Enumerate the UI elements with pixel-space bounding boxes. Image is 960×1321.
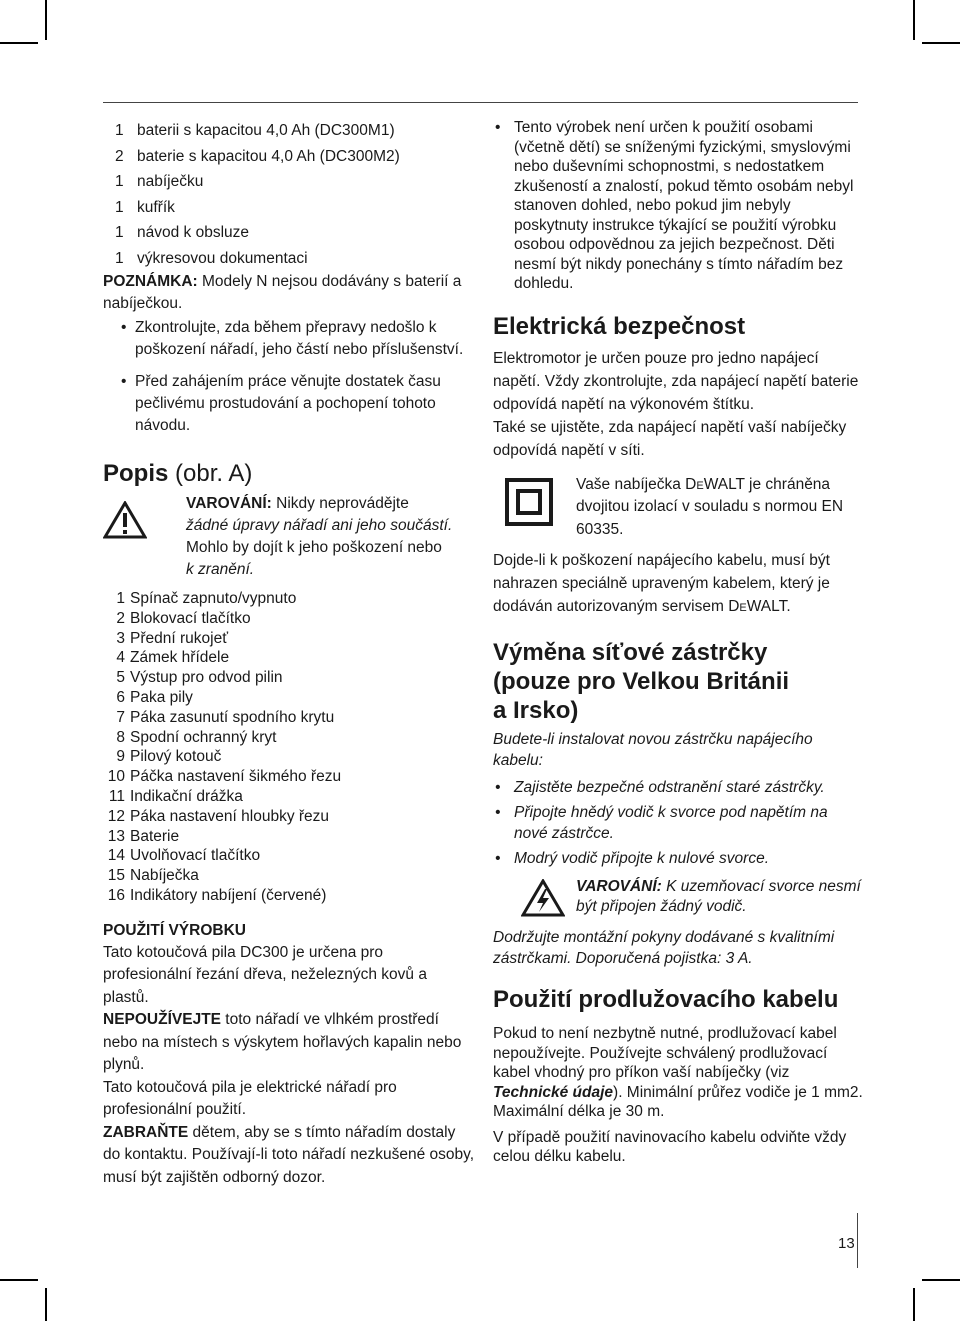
part-number: 6 xyxy=(116,688,125,706)
part-label: Páka nastavení hloubky řezu xyxy=(130,807,330,825)
text: Dojde-li k poškození napájecího kabelu, musí být nahrazen speciálně upraveným kabelem, který je dodáván autorizovaným servisem D xyxy=(493,552,830,615)
kit-qty: 1 xyxy=(115,249,124,267)
part-label: Výstup pro odvod pilin xyxy=(130,669,283,687)
part-number: 12 xyxy=(107,807,125,825)
use-paragraph-2 xyxy=(103,1009,475,1077)
part-label: Páčka nastavení šikmého řezu xyxy=(130,768,342,786)
bullet-item: • Zajistěte bezpečné odstranění staré zástrčky. xyxy=(483,777,863,798)
warning-text-italic: k zranění. xyxy=(186,561,255,578)
text: dětem, aby se s tímto nářadím dostaly do kontaktu. Používají-li toto nářadí nezkušené osoby, musí být zajištěn odborný dozor. xyxy=(103,1123,475,1186)
use-paragraph-4 xyxy=(103,1122,475,1190)
crop-mark-bottom-right xyxy=(913,1288,915,1321)
part-number: 2 xyxy=(116,609,125,627)
part-label: Nabíječka xyxy=(130,867,199,885)
crop-mark-bottom-left xyxy=(45,1288,47,1321)
heading-prodluzovaci-kabel: Použití prodlužovacího kabelu xyxy=(493,986,839,1013)
part-label: Spínač zapnuto/vypnuto xyxy=(130,590,297,607)
plug-note: Dodržujte montážní pokyny dodávané s kvalitními zástrčkami. Doporučená pojistka: 3 A. xyxy=(493,929,835,967)
part-number: 16 xyxy=(107,886,125,904)
part-number: 9 xyxy=(116,748,125,766)
kit-item xyxy=(115,220,475,246)
part-number: 15 xyxy=(107,867,125,885)
heading-elektricka-bezpecnost: Elektrická bezpečnost xyxy=(493,312,746,340)
part-number: 4 xyxy=(116,649,125,667)
emphasis: NEPOUŽÍVEJTE xyxy=(103,1011,221,1029)
brand-letter: e xyxy=(696,475,704,493)
part-item xyxy=(103,629,475,649)
bullet-item: • Připojte hnědý vodič k svorce pod napětím na nové zástrčce. xyxy=(483,802,863,844)
kit-text: výkresovou dokumentaci xyxy=(137,249,308,267)
right-column xyxy=(493,118,863,1167)
warning-block xyxy=(103,493,475,581)
crop-mark-bottom-right-h xyxy=(922,1279,960,1281)
part-item xyxy=(103,787,475,807)
heading-vymena-zastrcky xyxy=(493,638,863,725)
brand-letter: e xyxy=(739,598,747,615)
text: toto nářadí ve vlhkém prostředí nebo na místech s výskytem hořlavých kapalin nebo plynů. xyxy=(103,1011,462,1074)
bullet-item: • Tento výrobek není určen k použití osobami (včetně dětí) se sníženými fyzickými, smyslovými nebo duševními schopnostmi, s nedostatkem zkušeností a znalostí, pokud těmto osobám nebyl stanoven dohled, nebo pokud jim nebyly poskytnuty instrukce týkající se použití výrobku osobou odpovědnou za jejich bezpečnost. Děti nesmí být nikdy ponechány s tímto nářadím bez dohledu. xyxy=(483,118,863,294)
plug-warning-block xyxy=(493,877,863,917)
elec-paragraph: Elektromotor je určen pouze pro jedno napájecí napětí. Vždy zkontrolujte, zda napájecí napětí baterie odpovídá napětí na výkonovém štítku. xyxy=(493,349,859,413)
bullet-item: • Modrý vodič připojte k nulové svorce. xyxy=(483,848,863,869)
kit-qty: 1 xyxy=(115,122,124,139)
note-label: POZNÁMKA: xyxy=(103,273,198,290)
use-paragraph: Tato kotoučová pila DC300 je určena pro profesionální řezání dřeva, neželezných kovů a plastů. xyxy=(103,943,427,1006)
use-section xyxy=(103,942,475,1190)
part-item xyxy=(103,609,475,629)
footer-rule xyxy=(857,1213,858,1268)
double-insulation-icon xyxy=(505,478,553,526)
warning-label: VAROVÁNÍ: xyxy=(576,878,662,895)
note-text: Modely N nejsou dodávány s baterií a nabíječkou. xyxy=(103,273,462,312)
warning-text: Nikdy neprovádějte xyxy=(271,495,409,512)
crop-mark-bottom-left-h xyxy=(0,1279,38,1281)
kit-list xyxy=(115,118,475,271)
bullet-item: • Zkontrolujte, zda během přepravy nedošlo k poškození nářadí, jeho částí nebo příslušenství. xyxy=(113,317,475,361)
kit-qty: 1 xyxy=(115,198,124,216)
text: Pokud to není nezbytně nutné, prodlužovací kabel nepoužívejte. Používejte schválený prodlužovací kabel vhodný pro příkon vaší nabíječky (viz xyxy=(493,1025,837,1081)
text: Vaše nabíječka D xyxy=(576,475,697,493)
crop-mark-top-right xyxy=(913,0,915,40)
part-label: Baterie xyxy=(130,827,180,845)
parts-list xyxy=(103,589,475,906)
part-label: Spodní ochranný kryt xyxy=(130,728,277,746)
double-insulation-block xyxy=(493,474,863,542)
cord-paragraph xyxy=(493,549,863,618)
part-label: Indikátory nabíjení (červené) xyxy=(130,886,327,904)
heading-rest: (obr. A) xyxy=(168,460,253,487)
part-label: Pilový kotouč xyxy=(130,748,222,766)
ext-paragraph xyxy=(493,1024,863,1122)
kit-item xyxy=(115,246,475,272)
ext-paragraph: V případě použití navinovacího kabelu odviňte vždy celou délku kabelu. xyxy=(493,1128,847,1165)
part-number: 13 xyxy=(107,827,125,845)
part-number: 3 xyxy=(116,629,125,647)
kit-text: návod k obsluze xyxy=(137,224,250,241)
warning-text: Mohlo by dojít k jeho poškození nebo xyxy=(186,539,442,556)
part-item xyxy=(103,668,475,688)
text: WALT. xyxy=(746,598,791,615)
plug-intro: Budete-li instalovat novou zástrčku napájecího kabelu: xyxy=(493,731,813,769)
kit-qty: 2 xyxy=(115,147,124,165)
part-label: Přední rukojeť xyxy=(130,629,229,647)
part-number: 10 xyxy=(107,768,125,786)
heading-line: (pouze pro Velkou Británii xyxy=(493,668,790,695)
part-number: 1 xyxy=(116,590,125,607)
part-item xyxy=(103,846,475,866)
kit-item xyxy=(115,195,475,221)
part-item xyxy=(103,708,475,728)
heading-line: Výměna síťové zástrčky xyxy=(493,639,768,666)
kit-text: nabíječku xyxy=(137,173,204,190)
part-item xyxy=(103,648,475,668)
part-item xyxy=(103,747,475,767)
crop-mark-top-left xyxy=(45,0,47,40)
part-item xyxy=(103,827,475,847)
kit-text: baterie s kapacitou 4,0 Ah (DC300M2) xyxy=(137,147,400,165)
check-bullets xyxy=(113,317,475,437)
warning-text-italic: žádné úpravy nářadí ani jeho součástí. xyxy=(186,517,453,534)
part-number: 14 xyxy=(107,847,125,865)
header-rule xyxy=(103,102,858,103)
part-number: 7 xyxy=(116,708,125,726)
crop-mark-top-right-h xyxy=(922,42,960,44)
part-label: Blokovací tlačítko xyxy=(130,609,251,627)
warning-text: K uzemňovací svorce nesmí být připojen žádný vodič. xyxy=(576,878,861,915)
kit-qty: 1 xyxy=(115,224,124,241)
part-item xyxy=(103,886,475,906)
section-heading-popis xyxy=(103,459,475,489)
electric-hazard-icon xyxy=(521,879,565,917)
heading-bold: Popis xyxy=(103,460,169,487)
kit-text: kufřík xyxy=(137,198,175,216)
kit-item xyxy=(115,144,475,170)
text: WALT je chráněna dvojitou izolací v souladu s normou EN 60335. xyxy=(576,475,844,538)
part-label: Indikační drážka xyxy=(130,787,243,805)
part-label: Páka zasunutí spodního krytu xyxy=(130,708,335,726)
part-label: Uvolňovací tlačítko xyxy=(130,847,261,865)
page-number: 13 xyxy=(838,1235,855,1252)
part-label: Paka pily xyxy=(130,688,193,706)
emphasis: Technické údaje xyxy=(493,1083,614,1101)
use-heading: POUŽITÍ VÝROBKU xyxy=(103,921,246,939)
kit-qty: 1 xyxy=(115,173,124,190)
kit-text: baterii s kapacitou 4,0 Ah (DC300M1) xyxy=(137,122,395,139)
plug-bullets xyxy=(483,777,863,869)
part-item xyxy=(103,767,475,787)
part-item xyxy=(103,866,475,886)
part-number: 11 xyxy=(108,787,125,805)
emphasis: ZABRAŇTE xyxy=(103,1123,189,1141)
heading-line: a Irsko) xyxy=(493,697,579,724)
part-number: 8 xyxy=(116,728,125,746)
note xyxy=(103,271,475,315)
crop-mark-top-left-h xyxy=(0,42,38,44)
part-number: 5 xyxy=(116,669,125,687)
part-item xyxy=(103,688,475,708)
top-bullet-list xyxy=(483,118,863,294)
part-item xyxy=(103,728,475,748)
bullet-item: • Před zahájením práce věnujte dostatek času pečlivému prostudování a pochopení tohoto návodu. xyxy=(113,371,475,437)
warning-triangle-icon xyxy=(103,501,147,539)
use-paragraph: Tato kotoučová pila je elektrické nářadí pro profesionální použití. xyxy=(103,1078,397,1119)
kit-item xyxy=(115,169,475,195)
elec-paragraph: Také se ujistěte, zda napájecí napětí vaší nabíječky odpovídá napětí v síti. xyxy=(493,418,847,459)
part-label: Zámek hřídele xyxy=(130,649,230,667)
warning-label: VAROVÁNÍ: xyxy=(186,495,272,512)
text: ). Minimální průřez vodiče je 1 mm2. Maximální délka je 30 m. xyxy=(493,1083,863,1120)
part-item xyxy=(103,589,475,609)
kit-item xyxy=(115,118,475,144)
part-item xyxy=(103,807,475,827)
left-column xyxy=(103,118,475,1189)
